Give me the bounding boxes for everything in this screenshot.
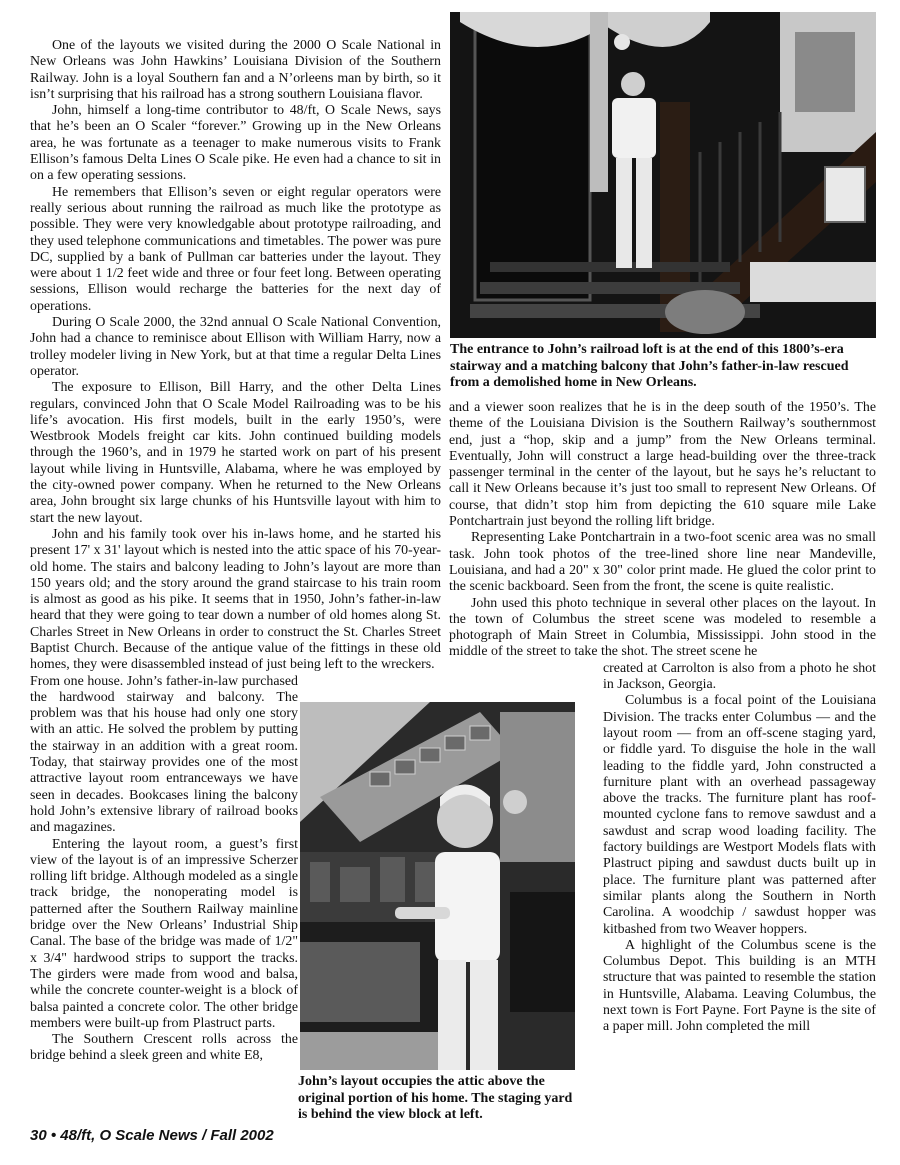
paragraph: John and his family took over his in-laws home, and he started his present 17' x 31' layout which is nested into the attic space of his 70-year-old home. The stairs and balcony leading to John’s layout are more than 150 years old; and the story around the grand staircase to his train room is almost as good as his pike. It seems that in 1950, John’s father-in-law heard that they were going to tear down a number of old homes along St. Charles Street in New Orleans in order to construct the St. Charles Street Baptist Church. Because of the antique value of the fittings in these old homes, they were disassembled instead of just being left to the wreckers. <box>30 526 441 673</box>
layout-caption: John’s layout occupies the attic above the original portion of his home. The staging yard is behind the view block at left. <box>298 1074 573 1122</box>
paragraph: Columbus is a focal point of the Louisiana Division. The tracks enter Columbus — and the layout room — from an off-scene staging yard, or fiddle yard. To disguise the hole in the wall leading to the fiddle yard, John constructed a furniture plant with an overhead passageway above the tracks. The furniture plant has roof-mounted cyclone fans to remove sawdust and a sawdust and scrap wood loading facility. The factory buildings are Westport Models flats with Plastruct piping and sawdust ducts built up in place. The furniture plant was patterned after similar plants along the Southern in North Carolina. A woodchip / sawdust hopper was kitbashed from two Weaver hoppers. <box>603 693 876 937</box>
paragraph: During O Scale 2000, the 32nd annual O Scale National Convention, John had a chance to reminisce about Ellison with William Harry, now a trolley modeler living in New York, but at that time a regular Delta Lines operator. <box>30 315 441 379</box>
paragraph: The exposure to Ellison, Bill Harry, and the other Delta Lines regulars, convinced John that O Scale Model Railroading was to be his life’s avocation. His first models, built in the early 1950’s, were Westbrook Models freight car kits. John continued building models through the 1960’s, and in 1979 he started work on part of his present layout while living in Huntsville, Alabama, where he was employed by the city-owned power company. When he returned to the New Orleans area, John brought six large chunks of his Huntsville layout with him to start the new layout. <box>30 380 441 526</box>
stairway-photo-image <box>450 12 876 338</box>
paragraph: From one house. John’s father-in-law purchased the hardwood stairway and balcony. The problem was that his house had only one story with an attic. He solved the problem by putting the stairway in an addition with a great room. Today, that stairway provides one of the most attractive layout room entranceways we have seen in decades. Bookcases lining the balcony hold John’s extensive library of railroad books and magazines. <box>30 673 298 836</box>
paragraph: He remembers that Ellison’s seven or eight regular operators were really serious about running the railroad as much like the prototype as possible. They were very knowledgable about prototype railroading, and they used telephone communications and timetables. The power was pure DC, supplied by a bank of Pullman car batteries under the layout. They were about 1 1/2 feet wide and three or four feet long. Between operating sessions, Ellison would recharge the batteries for the next day of operations. <box>30 184 441 314</box>
layout-photo <box>300 702 575 1070</box>
layout-photo-image <box>300 702 575 1070</box>
stairway-photo <box>450 12 876 338</box>
paragraph: One of the layouts we visited during the 2000 O Scale National in New Orleans was John Hawkins’ Louisiana Division of the Southern Railway. John is a loyal Southern fan and a N’orleens man by birth, so it isn’t surprising that his railroad has a strong southern Louisiana flavor. <box>30 38 441 102</box>
paragraph: Entering the layout room, a guest’s first view of the layout is of an impressive Scherzer rolling lift bridge. Although modeled as a single track bridge, the nonoperating model is patterned after the Southern Railway mainline bridge over the New Orleans’ Industrial Ship Canal. The base of the bridge was made of 1/2" x 3/4" hardwood strips to support the tracks. The girders were made from wood and balsa, while the concrete counter-weight is a block of balsa painted a concrete color. The other bridge members were built-up from Plastruct parts. <box>30 836 298 1031</box>
right-column-narrow <box>603 661 876 1036</box>
paragraph: created at Carrolton is also from a photo he shot in Jackson, Georgia. <box>603 660 876 693</box>
paragraph: A highlight of the Columbus scene is the Columbus Depot. This building is an MTH structure that was painted to resemble the station in Huntsville, Alabama. Leaving Columbus, the next town is Fort Payne. Fort Payne is the site of a paper mill. John completed the mill <box>603 937 876 1035</box>
paragraph: Representing Lake Pontchartrain in a two-foot scenic area was no small task. John took photos of the tree-lined shore line near Mandeville, Louisiana, and had a 20" x 30" color print made. He glued the color print to the scenic backboard. Seen from the front, the scene is quite realistic. <box>449 530 876 595</box>
paragraph: The Southern Crescent rolls across the bridge behind a sleek green and white E8, <box>30 1032 298 1064</box>
paragraph: John, himself a long-time contributor to 48/ft, O Scale News, says that he’s been an O Scaler “forever.” Growing up in the New Orleans area, he was fortunate as a teenager to make numerous visits to Frank Ellison’s famous Delta Lines O Scale pike. He even had a chance to sit in on a few operating sessions. <box>30 103 441 184</box>
page-footer: 30 • 48/ft, O Scale News / Fall 2002 <box>30 1127 274 1144</box>
paragraph: and a viewer soon realizes that he is in the deep south of the 1950’s. The theme of the Louisiana Division is the Southern Railway’s southernmost end, just a “hop, skip and a jump” from the New Orleans terminal. Eventually, John will construct a large head-building over the three-track passenger terminal in the center of the layout, but he says he’s reluctant to call it New Orleans because it’s just too small to represent New Orleans. Of course, that didn’t stop him from depicting the 610 square mile Lake Pontchartrain just beyond the rolling lift bridge. <box>449 400 876 530</box>
left-column-narrow <box>30 674 298 1065</box>
paragraph: John used this photo technique in several other places on the layout. In the town of Columbus the street scene was modeled to resemble a photograph of Main Street in Columbia, Mississippi. John stood in the middle of the street to take the shot. The street scene he <box>449 595 876 660</box>
stairway-caption: The entrance to John’s railroad loft is at the end of this 1800’s-era stairway and a matching balcony that John’s father-in-law rescued from a demolished home in New Orleans. <box>450 342 849 390</box>
